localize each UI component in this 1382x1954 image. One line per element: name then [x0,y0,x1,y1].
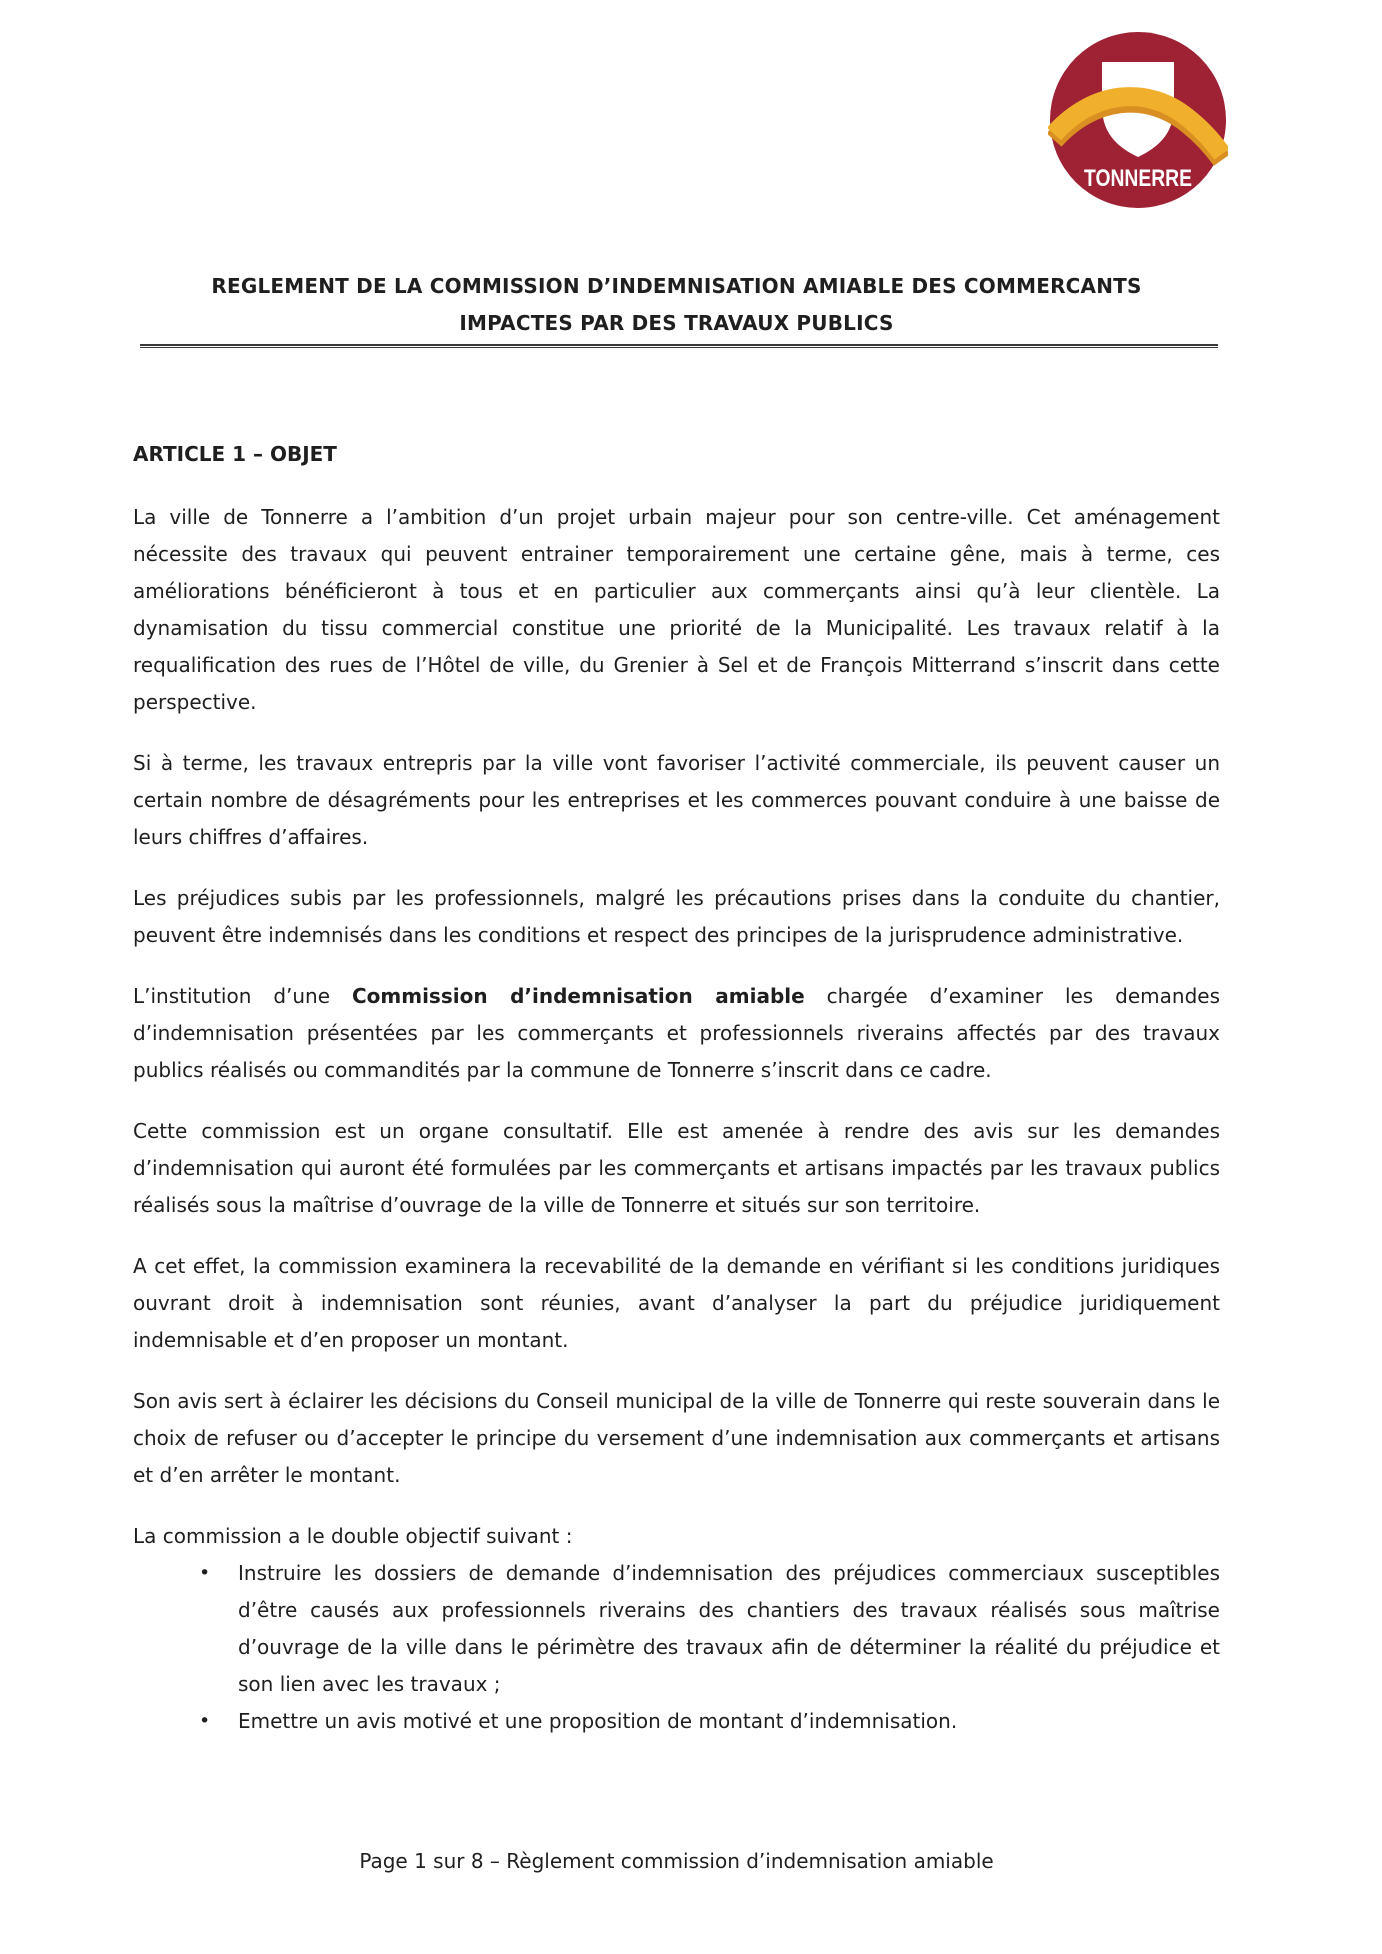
bullet-icon: • [199,1710,211,1732]
paragraph-7: Son avis sert à éclairer les décisions du Conseil municipal de la ville de Tonnerre qui reste souverain dans le choix de refuser ou d’accepter le principe du versement d’une indemnisation aux commerçants et artisans et d’en arrêter le montant. [133,1389,1220,1487]
list-item [133,1555,1220,1703]
title-line-1: REGLEMENT DE LA COMMISSION D’INDEMNISATION AMIABLE DES COMMERCANTS [211,274,1142,298]
list-item [133,1703,1220,1740]
title-rule [140,344,1218,348]
article-1-body [133,436,1220,1740]
objective-text: Emettre un avis motivé et une proposition de montant d’indemnisation. [238,1709,958,1733]
article-1-heading: ARTICLE 1 – OBJET [133,442,337,466]
document-title [133,268,1220,342]
tonnerre-logo [1048,30,1228,210]
bullet-icon: • [199,1562,211,1584]
objective-text: Instruire les dossiers de demande d’indemnisation des préjudices commerciaux susceptibles d’être causés aux professionnels riverains des chantiers des travaux réalisés sous maîtrise d’ouvrage de la ville dans le périmètre des travaux afin de déterminer la réalité du préjudice et son lien avec les travaux ; [238,1561,1220,1696]
paragraph-4-bold: Commission d’indemnisation amiable [351,984,805,1008]
paragraph-5: Cette commission est un organe consultatif. Elle est amenée à rendre des avis sur les demandes d’indemnisation qui auront été formulées par les commerçants et artisans impactés par les travaux publics réalisés sous la maîtrise d’ouvrage de la ville de Tonnerre et situés sur son territoire. [133,1119,1220,1217]
page-footer: Page 1 sur 8 – Règlement commission d’indemnisation amiable [359,1849,994,1873]
paragraph-3: Les préjudices subis par les professionnels, malgré les précautions prises dans la conduite du chantier, peuvent être indemnisés dans les conditions et respect des principes de la jurisprudence administrative. [133,886,1220,947]
paragraph-6: A cet effet, la commission examinera la recevabilité de la demande en vérifiant si les conditions juridiques ouvrant droit à indemnisation sont réunies, avant d’analyser la part du préjudice juridiquement indemnisable et d’en proposer un montant. [133,1254,1220,1352]
objectives-intro: La commission a le double objectif suivant : [133,1524,573,1548]
objectives-list [133,1555,1220,1740]
paragraph-4-before: L’institution d’une [133,984,352,1008]
paragraph-1: La ville de Tonnerre a l’ambition d’un projet urbain majeur pour son centre-ville. Cet aménagement nécessite des travaux qui peuvent entrainer temporairement une certaine gêne, mais à terme, ces améliorations bénéficieront à tous et en particulier aux commerçants ainsi qu’à leur clientèle. La dynamisation du tissu commercial constitue une priorité de la Municipalité. Les travaux relatif à la requalification des rues de l’Hôtel de ville, du Grenier à Sel et de François Mitterrand s’inscrit dans cette perspective. [133,505,1220,714]
paragraph-4-after: chargée d’examiner les demandes d’indemnisation présentées par les commerçants et professionnels riverains affectés par des travaux publics réalisés ou commandités par la commune de Tonnerre s’inscrit dans ce cadre. [133,984,1220,1082]
title-line-2: IMPACTES PAR DES TRAVAUX PUBLICS [459,311,894,335]
paragraph-4 [133,978,1220,1089]
tonnerre-logo-svg [1048,30,1228,210]
paragraph-2: Si à terme, les travaux entrepris par la ville vont favoriser l’activité commerciale, ils peuvent causer un certain nombre de désagréments pour les entreprises et les commerces pouvant conduire à une baisse de leurs chiffres d’affaires. [133,751,1220,849]
logo-wordmark: TONNERRE [1084,165,1192,192]
